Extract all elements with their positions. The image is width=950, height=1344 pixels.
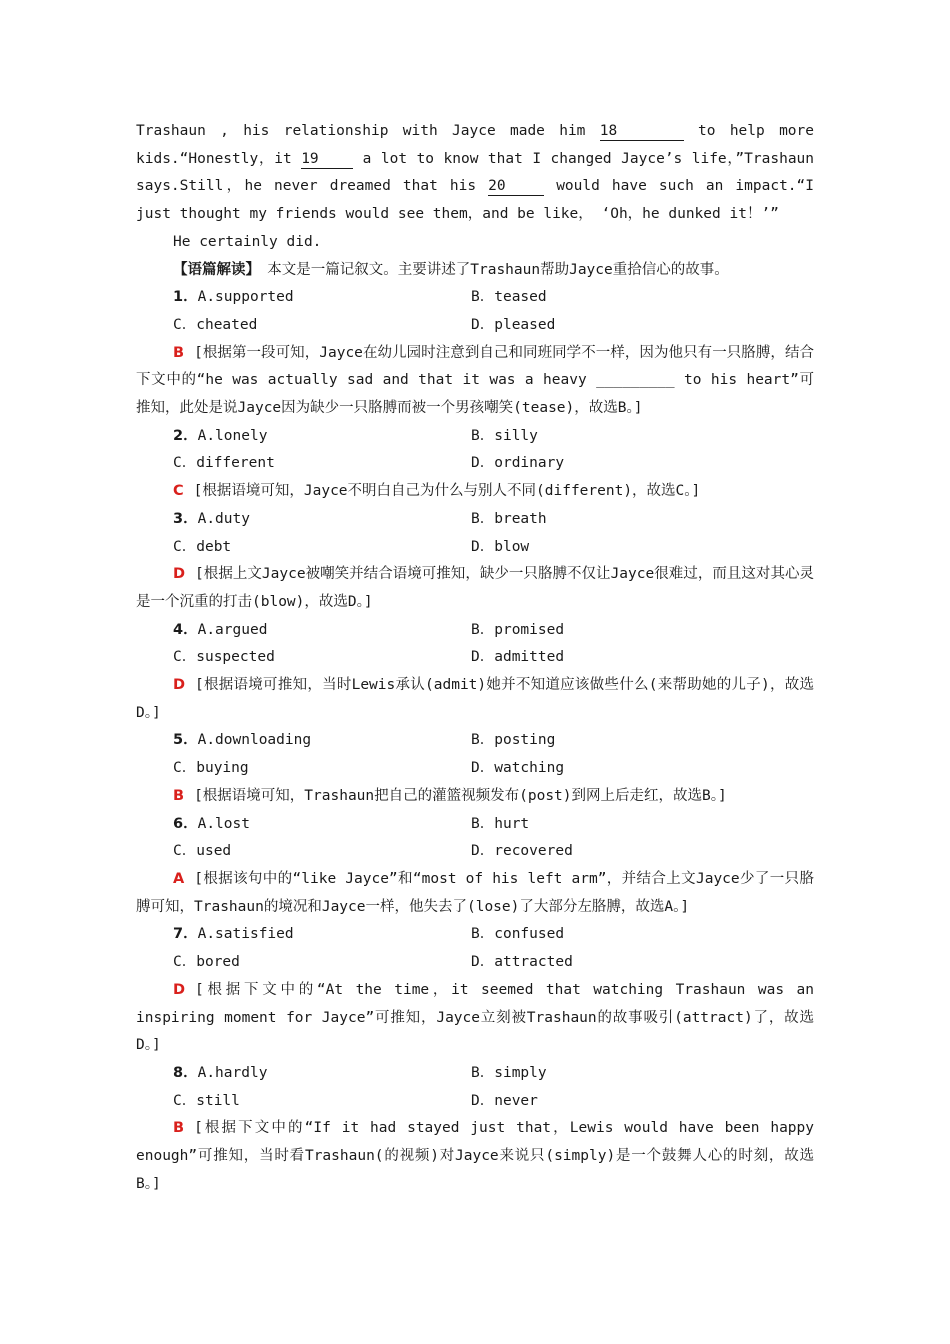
- question-number: 6．: [173, 815, 198, 832]
- question-item: [136, 423, 814, 506]
- option-c: C．used: [173, 843, 232, 860]
- passage-text: would have such an impact.“I just thought my friends would see them，and be like， ‘Oh，he dunked it！’”: [136, 178, 814, 223]
- explanation-text: [根据该句中的“like Jayce”和“most of his left arm”，并结合上文Jayce少了一只胳膊可知，Trashaun的境况和Jayce一样，他失去了(lose)了大部分左胳膊，故选A。]: [136, 870, 814, 915]
- option-d: D．ordinary: [471, 455, 565, 472]
- analysis-text: 本文是一篇记叙文。主要讲述了Trashaun帮助Jayce重拾信心的故事。: [252, 261, 729, 278]
- answer-key: B: [173, 344, 185, 361]
- analysis-paragraph: [136, 257, 814, 285]
- passage-text: to help more kids.“Honestly，it: [136, 123, 814, 167]
- option-row: [136, 312, 814, 340]
- question-item: [136, 284, 814, 423]
- option-b: B．posting: [471, 732, 556, 749]
- explanation-text: [根据语境可知，Trashaun把自己的灌篮视频发布(post)到网上后走红，故选B。]: [194, 787, 727, 804]
- answer-explanation: [136, 1115, 814, 1198]
- answer-explanation: [136, 478, 814, 506]
- option-d: D．blow: [471, 538, 530, 555]
- option-row: [136, 617, 814, 645]
- explanation-text: [根据语境可知，Jayce不明白自己为什么与别人不同(different)，故选C。]: [193, 483, 701, 500]
- passage-paragraph: [136, 118, 814, 229]
- question-number: 4．: [173, 621, 198, 638]
- passage-closing: He certainly did.: [173, 233, 322, 250]
- option-row: [136, 284, 814, 312]
- option-row: [136, 1088, 814, 1116]
- option-b: B．teased: [471, 289, 547, 306]
- answer-key: C: [173, 483, 184, 500]
- option-d: D．watching: [471, 760, 565, 777]
- option-a: 7．A.satisfied: [173, 926, 294, 943]
- question-number: 5．: [173, 732, 198, 749]
- blank-20: 20: [488, 177, 544, 196]
- option-c: C．bored: [173, 954, 240, 971]
- answer-key: B: [173, 787, 185, 804]
- passage-text: a lot to know that I changed Jayce’s life，”Trashaun says.Still，he never dreamed that his: [136, 150, 815, 195]
- option-b: B．promised: [471, 621, 565, 638]
- option-row: [136, 921, 814, 949]
- option-c: C．cheated: [173, 316, 258, 333]
- question-number: 8．: [173, 1064, 198, 1081]
- option-b: B．simply: [471, 1064, 547, 1081]
- question-number: 2．: [173, 427, 198, 444]
- answer-explanation: [136, 340, 814, 423]
- option-d: D．admitted: [471, 649, 565, 666]
- option-row: [136, 727, 814, 755]
- answer-explanation: [136, 561, 814, 616]
- question-item: [136, 506, 814, 617]
- passage-text: Trashaun , his relationship with Jayce made him: [136, 123, 600, 139]
- option-row: [136, 811, 814, 839]
- document-page: [136, 118, 814, 1198]
- explanation-text: [根据下文中的“If it had stayed just that，Lewis would have been happy enough”可推知，当时看Trashaun(的视频)对Jayce来说只(simply)是一个鼓舞人心的时刻，故选B。]: [136, 1120, 814, 1192]
- option-b: B．breath: [471, 510, 547, 527]
- explanation-text: [根据下文中的“At the time，it seemed that watching Trashaun was an inspiring moment for Jayce”可推知，Jayce立刻被Trashaun的故事吸引(attract)了，故选D。]: [136, 981, 814, 1054]
- question-item: [136, 811, 814, 922]
- option-row: [136, 644, 814, 672]
- blank-19: 19: [301, 150, 353, 169]
- question-item: [136, 921, 814, 1060]
- explanation-text: [根据语境可推知，当时Lewis承认(admit)她并不知道应该做些什么(来帮助她的儿子)，故选D。]: [136, 677, 814, 721]
- option-row: [136, 949, 814, 977]
- option-row: [136, 1060, 814, 1088]
- option-b: B．hurt: [471, 815, 530, 832]
- option-d: D．recovered: [471, 843, 573, 860]
- option-a: 5．A.downloading: [173, 732, 312, 749]
- answer-key: D: [173, 981, 186, 998]
- option-c: C．different: [173, 455, 275, 472]
- analysis-label: 【语篇解读】: [173, 261, 253, 278]
- option-a: 6．A.lost: [173, 815, 250, 832]
- question-item: [136, 617, 814, 728]
- option-row: [136, 755, 814, 783]
- option-c: C．suspected: [173, 649, 275, 666]
- option-a: 4．A.argued: [173, 621, 268, 638]
- answer-key: D: [173, 677, 186, 694]
- option-c: C．buying: [173, 760, 249, 777]
- question-number: 7．: [173, 926, 198, 943]
- option-row: [136, 450, 814, 478]
- option-row: [136, 838, 814, 866]
- option-b: B．confused: [471, 926, 565, 943]
- question-number: 3．: [173, 510, 198, 527]
- option-d: D．pleased: [471, 316, 556, 333]
- question-item: [136, 1060, 814, 1199]
- blank-18: 18: [600, 122, 684, 141]
- question-number: 1．: [173, 289, 198, 306]
- answer-explanation: [136, 783, 814, 811]
- option-d: D．attracted: [471, 954, 573, 971]
- explanation-text: [根据第一段可知，Jayce在幼儿园时注意到自己和同班同学不一样，因为他只有一只胳膊，结合下文中的“he was actually sad and that it was a heavy _________ to his heart”可推知，此处是说Jayce因为缺少一只胳膊而被一个男孩嘲笑(tease)，故选B。]: [136, 344, 814, 417]
- answer-key: A: [173, 870, 185, 887]
- answer-explanation: [136, 866, 814, 921]
- option-c: C．debt: [173, 538, 232, 555]
- option-row: [136, 423, 814, 451]
- option-b: B．silly: [471, 427, 538, 444]
- answer-explanation: [136, 977, 814, 1060]
- question-list: [136, 284, 814, 1198]
- option-c: C．still: [173, 1092, 240, 1109]
- question-item: [136, 727, 814, 810]
- option-d: D．never: [471, 1092, 538, 1109]
- answer-key: B: [173, 1120, 185, 1137]
- option-a: 8．A.hardly: [173, 1064, 268, 1081]
- explanation-text: [根据上文Jayce被嘲笑并结合语境可推知，缺少一只胳膊不仅让Jayce很难过，而且这对其心灵是一个沉重的打击(blow)，故选D。]: [136, 566, 814, 610]
- answer-explanation: [136, 672, 814, 727]
- option-row: [136, 506, 814, 534]
- option-row: [136, 534, 814, 562]
- option-a: 1．A.supported: [173, 289, 294, 306]
- answer-key: D: [173, 566, 186, 583]
- option-a: 3．A.duty: [173, 510, 250, 527]
- option-a: 2．A.lonely: [173, 427, 268, 444]
